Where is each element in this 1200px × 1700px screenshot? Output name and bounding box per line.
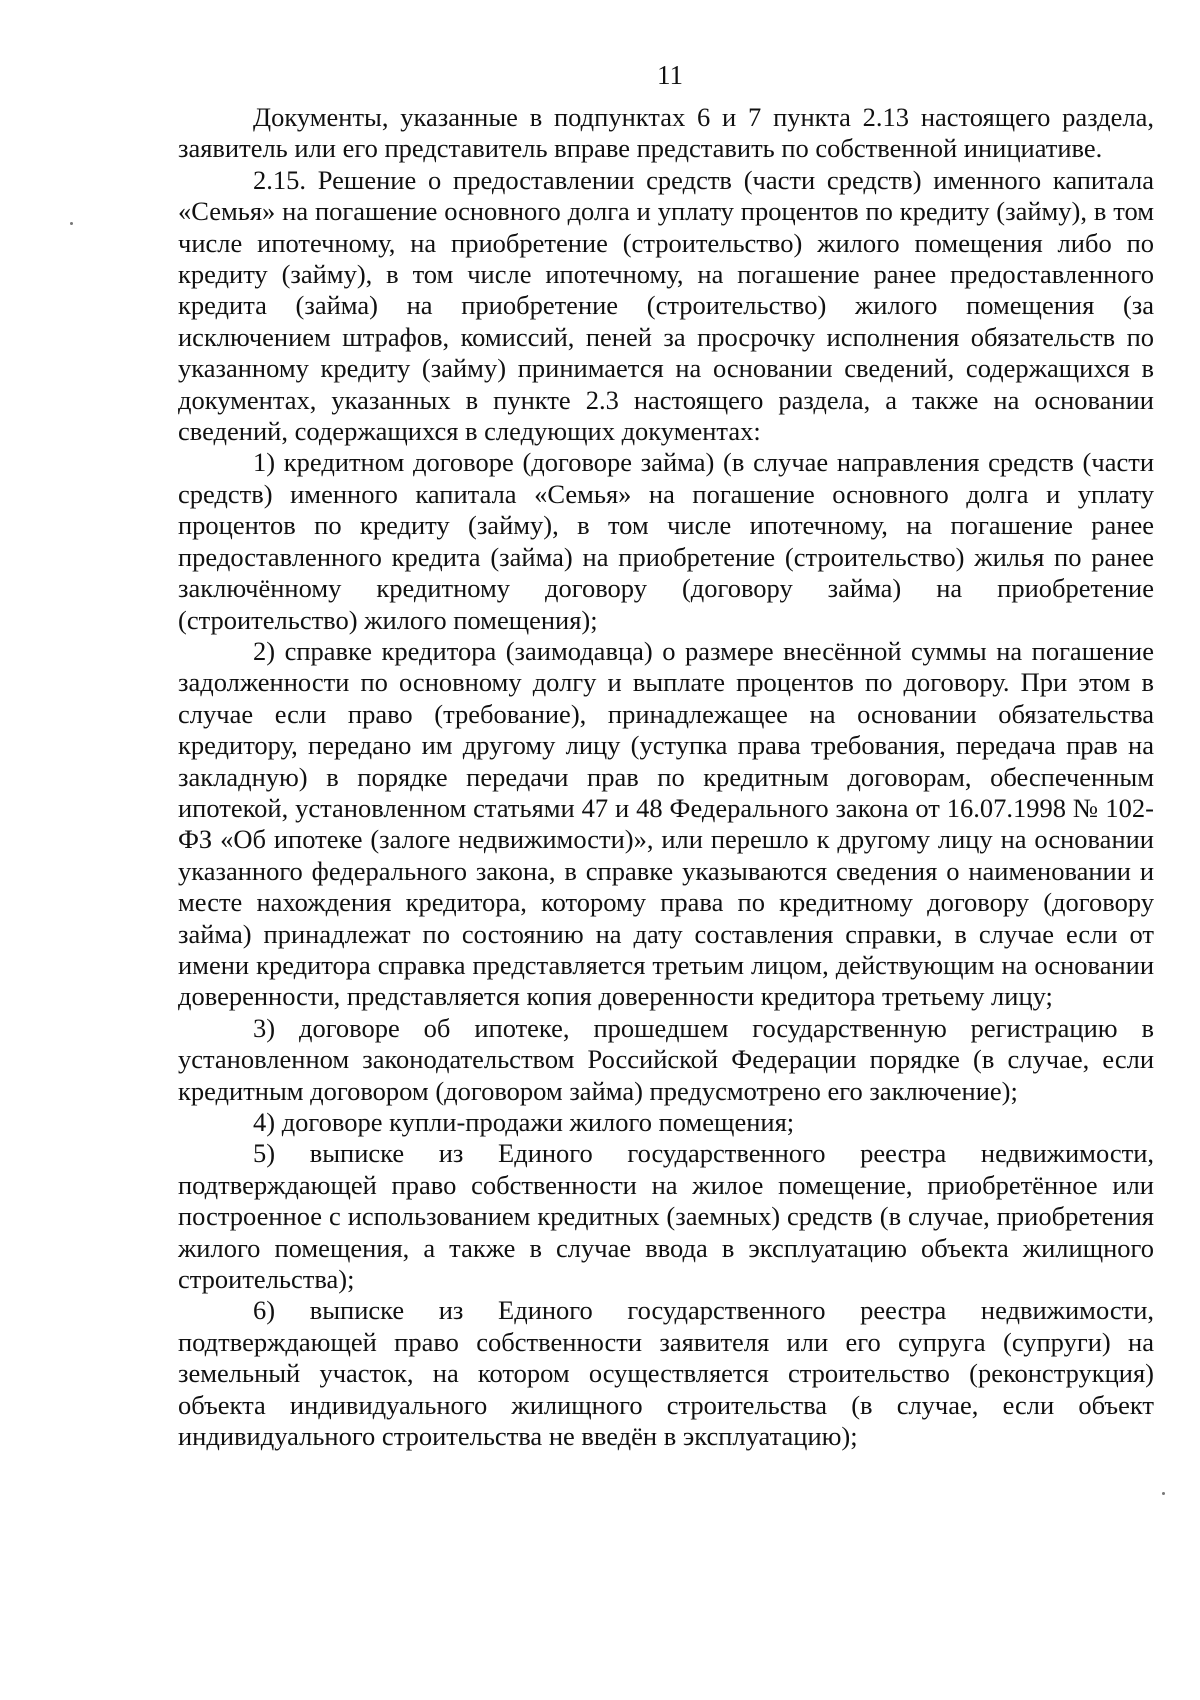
paragraph-documents-initiative: Документы, указанные в подпунктах 6 и 7 пункта 2.13 настоящего раздела, заявитель или его представитель вправе представить по собственной инициативе.	[178, 102, 1154, 164]
list-item-3-mortgage-agreement: 3) договоре об ипотеке, прошедшем государственную регистрацию в установленном законодательством Российской Федерации порядке (в случае, если кредитным договором (договором займа) предусмотрено его заключение);	[178, 1012, 1154, 1106]
list-item-1-credit-agreement: 1) кредитном договоре (договоре займа) (в случае направления средств (части средств) именного капитала «Семья» на погашение основного долга и уплату процентов по кредиту (займу), в том числе ипотечному, на погашение ранее предоставленного кредита (займа) на приобретение (строительство) жилья по ранее заключённому кредитному договору (договору займа) на приобретение (строительство) жилого помещения);	[178, 447, 1154, 635]
list-item-6-registry-extract-land: 6) выписке из Единого государственного реестра недвижимости, подтверждающей право собственности заявителя или его супруга (супруги) на земельный участок, на котором осуществляется строительство (реконструкция) объекта индивидуального жилищного строительства (в случае, если объект индивидуального строительства не введён в эксплуатацию);	[178, 1295, 1154, 1452]
list-item-2-creditor-certificate: 2) справке кредитора (заимодавца) о размере внесённой суммы на погашение задолженности по основному долгу и выплате процентов по договору. При этом в случае если право (требование), принадлежащее на основании обязательства кредитору, передано им другому лицу (уступка права требования, передача прав на закладную) в порядке передачи прав по кредитным договорам, обеспеченным ипотекой, установленном статьями 47 и 48 Федерального закона от 16.07.1998 № 102-ФЗ «Об ипотеке (залоге недвижимости)», или перешло к другому лицу на основании указанного федерального закона, в справке указываются сведения о наименовании и месте нахождения кредитора, которому права по кредитному договору (договору займа) принадлежат по состоянию на дату составления справки, в случае если от имени кредитора справка представляется третьим лицом, действующим на основании доверенности, представляется копия доверенности кредитора третьему лицу;	[178, 635, 1154, 1012]
list-item-4-purchase-agreement: 4) договоре купли-продажи жилого помещения;	[253, 1107, 795, 1137]
paragraph-2-15-decision: 2.15. Решение о предоставлении средств (части средств) именного капитала «Семья» на погашение основного долга и уплату процентов по кредиту (займу), в том числе ипотечному, на приобретение (строительство) жилого помещения либо по кредиту (займу), в том числе ипотечному, на погашение ранее предоставленного кредита (займа) на приобретение (строительство) жилого помещения (за исключением штрафов, комиссий, пеней за просрочку исполнения обязательств по указанному кредиту (займу) принимается на основании сведений, содержащихся в документах, указанных в пункте 2.3 настоящего раздела, а также на основании сведений, содержащихся в следующих документах:	[178, 164, 1154, 447]
scan-speck	[1162, 1492, 1165, 1495]
scan-speck	[70, 222, 73, 225]
list-item-5-registry-extract-dwelling: 5) выписке из Единого государственного реестра недвижимости, подтверждающей право собственности на жилое помещение, приобретённое или построенное с использованием кредитных (заемных) средств (в случае, приобретения жилого помещения, а также в случае ввода в эксплуатацию объекта жилищного строительства);	[178, 1138, 1154, 1295]
document-body	[178, 102, 1154, 1452]
page-number: 11	[657, 60, 683, 90]
